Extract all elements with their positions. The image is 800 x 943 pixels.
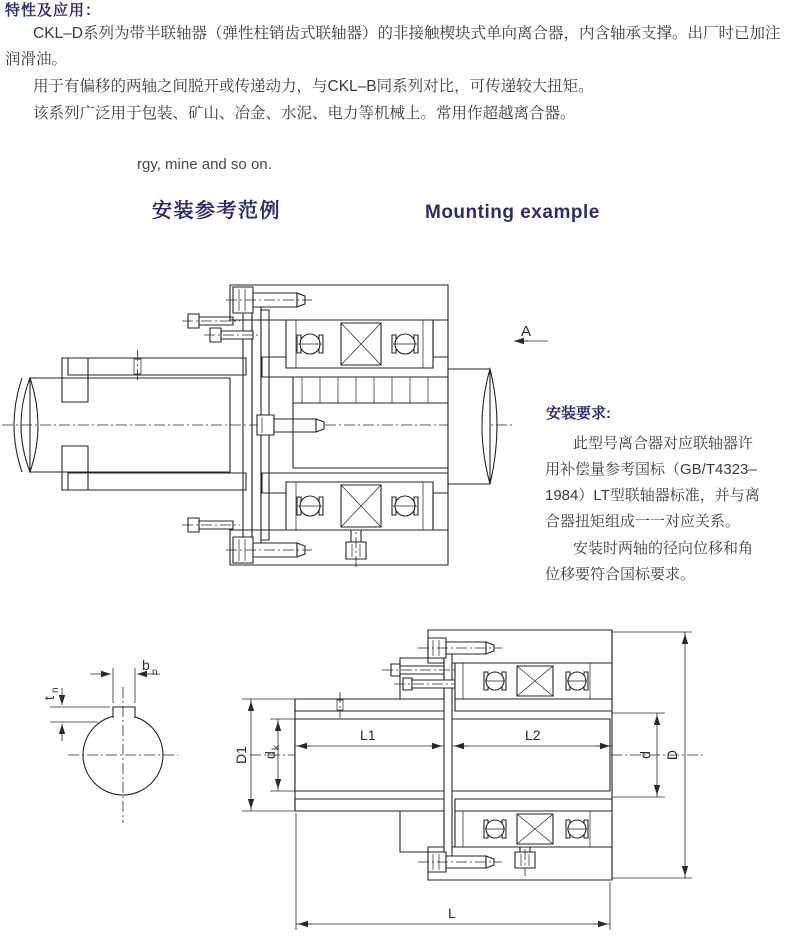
dim-label-dk-sub: k xyxy=(271,745,282,750)
housing-bolt-bottom xyxy=(418,852,502,872)
install-notes-line: 1984）LT型联轴器标准，并与离 xyxy=(545,487,760,504)
install-notes-line: 位移要符合国标要求。 xyxy=(545,566,696,583)
dim-label-t: t xyxy=(41,696,57,700)
left-hub-sleeve xyxy=(62,350,246,490)
bearing-row-lower xyxy=(286,482,433,530)
flange-bolt-top xyxy=(226,287,312,313)
intro-line: 用于有偏移的两轴之间脱开或传递动力，与CKL–B同系列对比，可传递较大扭矩。 xyxy=(33,78,594,95)
dim-label-L2: L2 xyxy=(525,727,541,743)
dimension-drawing xyxy=(20,608,720,943)
install-notes-heading: 安装要求: xyxy=(546,405,611,422)
install-notes-line: 此型号离合器对应联轴器许 xyxy=(573,435,754,452)
intro-line: CKL–D系列为带半联轴器（弹性柱销齿式联轴器）的非接触楔块式单向离合器，内含轴承支撑。出厂时已加注 xyxy=(33,25,781,42)
right-shaft xyxy=(448,369,497,484)
small-bolt xyxy=(204,328,258,342)
dim-label-b-sub: n xyxy=(152,667,158,678)
dim-label-D: D xyxy=(664,749,680,761)
dim-label-L1: L1 xyxy=(360,727,376,743)
intro-line: 润滑油。 xyxy=(5,51,68,68)
view-label: A xyxy=(521,323,532,340)
dim-label-b: b xyxy=(142,657,150,673)
dim-key-width xyxy=(90,657,160,703)
mounting-example-drawing xyxy=(0,252,560,600)
spline-band xyxy=(293,377,448,403)
flange-bolt-bottom xyxy=(226,537,312,563)
housing-bolt-top xyxy=(418,638,502,658)
small-bolt xyxy=(182,314,240,328)
section-title-en: Mounting example xyxy=(425,202,600,223)
install-notes-line: 用补偿量参考国标（GB/T4323– xyxy=(545,461,757,478)
dim-label-t-sub: n xyxy=(50,687,61,693)
view-arrow-A xyxy=(514,323,548,341)
dim-key-depth xyxy=(41,687,110,741)
english-fragment: rgy, mine and so on. xyxy=(137,156,272,173)
install-notes-line: 合器扭矩组成一一对应关系。 xyxy=(545,513,741,530)
dim-label-dk: d xyxy=(262,751,278,759)
install-notes-line: 安装时两轴的径向位移和角 xyxy=(573,540,754,557)
dim-label-D1: D1 xyxy=(233,746,249,764)
intro-heading: 特性及应用： xyxy=(5,2,102,19)
section-title-zh: 安装参考范例 xyxy=(152,200,281,222)
bearing-row-upper xyxy=(455,663,612,699)
shaft-section-circle xyxy=(41,657,178,823)
dim-label-L: L xyxy=(448,905,456,921)
intro-line: 该系列广泛用于包装、矿山、冶金、水泥、电力等机械上。常用作超越离合器。 xyxy=(33,105,576,122)
bearing-row-upper xyxy=(286,320,433,368)
dim-label-d: d xyxy=(637,751,653,759)
bearing-row-lower xyxy=(455,811,612,847)
elastic-pin xyxy=(257,415,324,435)
